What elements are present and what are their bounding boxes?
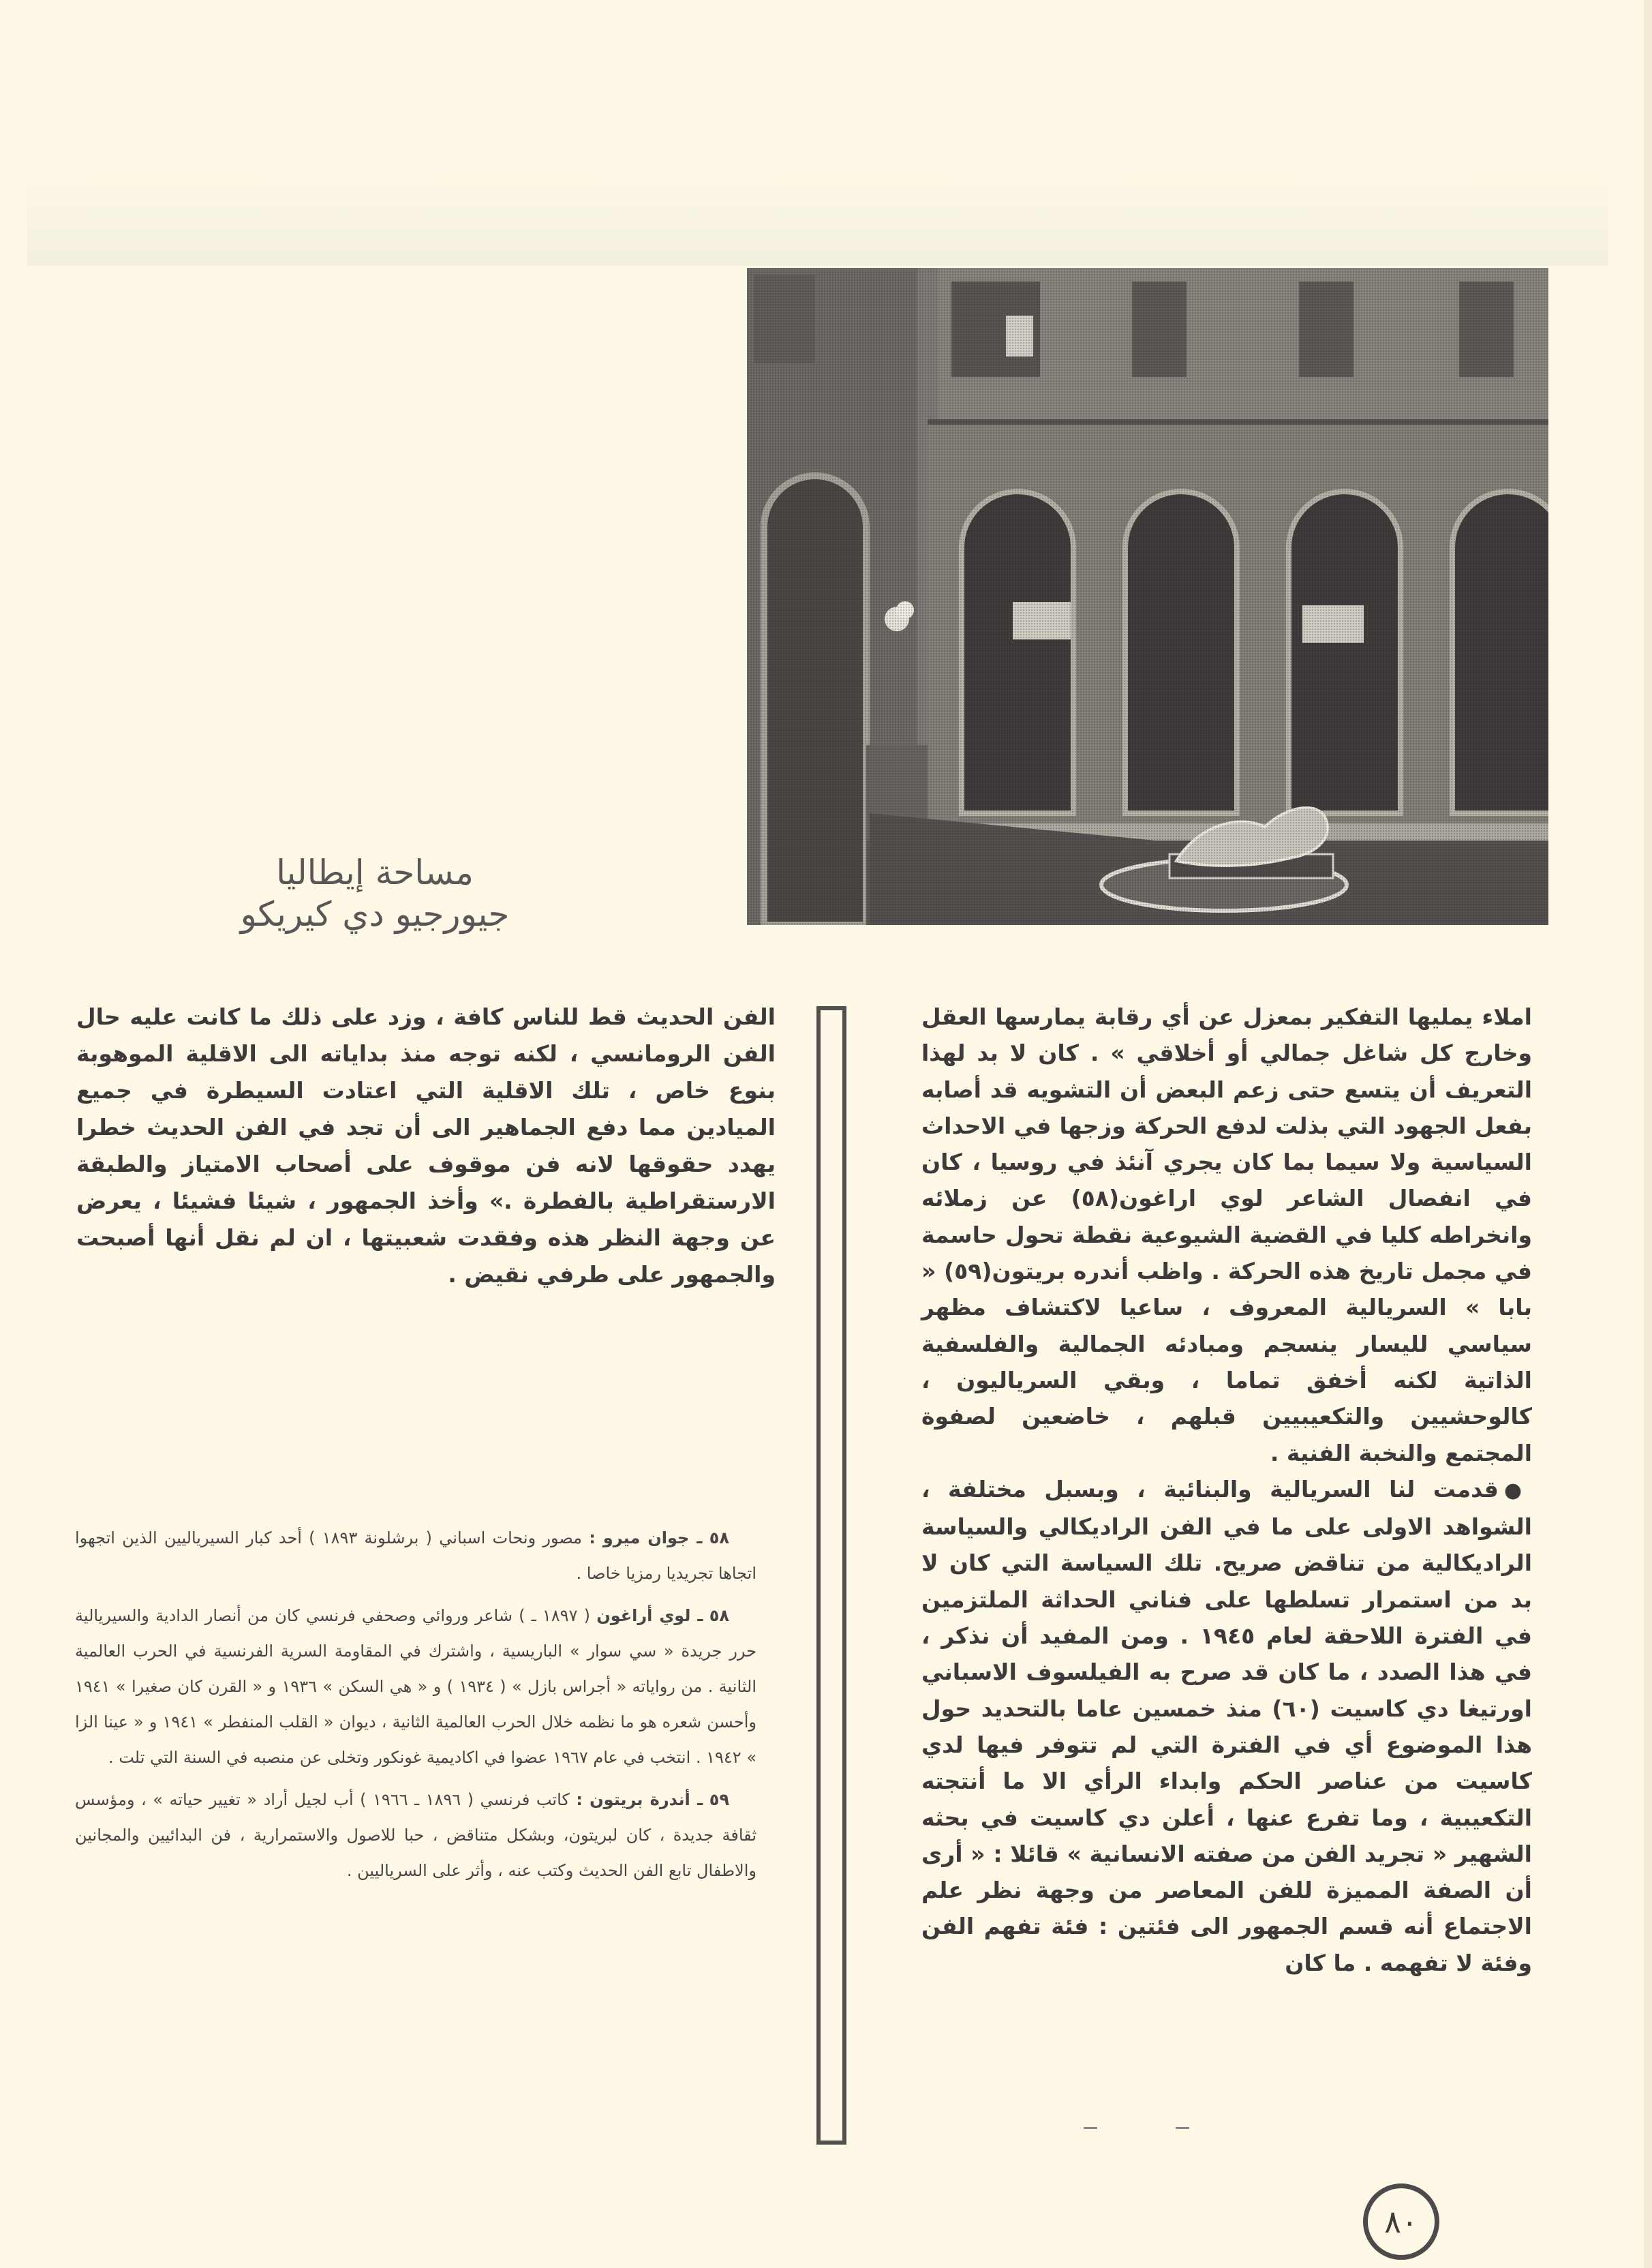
paragraph: الفن الحديث قط للناس كافة ، وزد على ذلك ما كانت عليه حال الفن الرومانسي ، لكنه توجه منذ بداياته الى الاقلية الموهوبة بنوع خاص ، تلك الاقلية التي اعتادت السيطرة في جميع الميادين مما دفع الجماهير الى أن تجد في الفن الحديث خطرا يهدد حقوقها لانه فن موقوف على أصحاب الامتياز والطبقة الارستقراطية بالفطرة .» وأخذ الجمهور ، شيئا فشيئا ، يعرض عن وجهة النظر هذه وفقدت شعبيتها ، ان لم نقل أنها أصبحت والجمهور على طرفي نقيض .: [76, 1003, 776, 1288]
footnote-58-miro: ٥٨ ـ جوان ميرو : مصور ونحات اسباني ( برشلونة ١٨٩٣ ) أحد كبار السيرياليين الذين اتجهوا اتجاها تجريديا رمزيا خاصا .: [75, 1528, 756, 1583]
print-mark: [1176, 2127, 1189, 2129]
column-divider-box: [816, 1006, 846, 2145]
right-column-text: [921, 999, 1532, 1981]
footnotes: [75, 1520, 756, 1895]
page-edge: [1644, 0, 1652, 2268]
bullet-icon: ●: [1503, 1478, 1532, 1502]
footnote-name: جوان ميرو :: [589, 1528, 690, 1547]
paragraph-with-bullet: [921, 1471, 1532, 1981]
show-through-shadow: [27, 164, 1608, 266]
footnote-58-aragon: ٥٨ ـ لوي أراغون ( ١٨٩٧ ـ ) شاعر وروائي وصحفي فرنسي كان من أنصار الدادية والسيريالية حرر جريدة « سي سوار » الباريسية ، واشترك في المقاومة السرية الفرنسية في الحرب العالمية الثانية . من رواياته « أجراس بازل » ( ١٩٣٤ ) و « هي السكن » ١٩٣٦ و « القرن كان صغيرا » ١٩٤١ وأحسن شعره هو ما نظمه خلال الحرب العالمية الثانية ، ديوان « القلب المنفطر » ١٩٤١ و « عينا الزا » ١٩٤٢ . انتخب في عام ١٩٦٧ عضوا في اكاديمية غونكور وتخلى عن منصبه في السنة التي تلت .: [75, 1606, 757, 1767]
caption-artist: جيورجيو دي كيريكو: [240, 894, 510, 934]
footnote-59-breton: ٥٩ ـ أندرة بريتون : كاتب فرنسي ( ١٨٩٦ ـ ١٩٦٦ ) أب لجيل أراد « تغيير حياته » ، ومؤسس ثقافة جديدة ، كان لبريتون، وبشكل متناقض ، حبا للاصول والاستمرارية ، فن البدائيين والمجانين والاطفال تابع الفن الحديث وكتب عنه ، وأثر على السرياليين .: [75, 1790, 756, 1880]
footnote-number: ٥٩: [709, 1790, 729, 1809]
caption-title: مساحة إيطاليا: [276, 853, 474, 892]
footnote-number: ٥٨: [709, 1606, 729, 1625]
paragraph: املاء يمليها التفكير بمعزل عن أي رقابة يمارسها العقل وخارج كل شاغل جمالي أو أخلاقي » . كان لا بد لهذا التعريف أن يتسع حتى زعم البعض أن التشويه قد أصابه بفعل الجهود التي بذلت لدفع الحركة وزجها في الاحداث السياسية ولا سيما بما كان يجري آنئذ في روسيا ، كان في انفصال الشاعر لوي اراغون(٥٨) عن زملائه وانخراطه كليا في القضية الشيوعية نقطة تحول حاسمة في مجمل تاريخ هذه الحركة . واظب أندره بريتون(٥٩) « بابا » السريالية المعروف ، ساعيا لاكتشاف مظهر سياسي لليسار ينسجم ومبادئه الجمالية والفلسفية الذاتية لكنه أخفق تماما ، وبقي السرياليون ، كالوحشيين والتكعيبيين قبلهم ، خاضعين لصفوة المجتمع والنخبة الفنية .: [921, 1003, 1532, 1466]
figure-caption: [184, 852, 566, 935]
footnote-name: لوي أراغون: [596, 1606, 691, 1625]
left-column-text: [76, 999, 776, 1293]
page-number-circle: [1363, 2183, 1439, 2260]
painting-illustration: [747, 268, 1548, 925]
paragraph: قدمت لنا السريالية والبنائية ، وبسبل مختلفة ، الشواهد الاولى على ما في الفن الراديكالي والسياسة الراديكالية من تناقض صريح. تلك السياسة التي كان لا بد من استمرار تسلطها على فناني الحداثة الملتزمين في الفترة اللاحقة لعام ١٩٤٥ . ومن المفيد أن نذكر ، في هذا الصدد ، ما كان قد صرح به الفيلسوف الاسباني اورتيغا دي كاسيت (٦٠) منذ خمسين عاما بالتحديد حول هذا الموضوع أي في الفترة التي لم تتوفر فيها لدي كاسيت من عناصر الحكم وابداء الرأي الا ما أنتجته التكعيبية ، وما تفرع عنها ، أعلن دي كاسيت في بحثه الشهير « تجريد الفن من صفته الانسانية » قائلا : « أرى أن الصفة المميزة للفن المعاصر من وجهة نظر علم الاجتماع أنه قسم الجمهور الى فئتين : فئة تفهم الفن وفئة لا تفهمه . ما كان: [921, 1475, 1532, 1976]
footnote-text: مصور ونحات اسباني ( برشلونة ١٨٩٣ ) أحد كبار السيرياليين الذين اتجهوا اتجاها تجريديا رمزيا خاصا .: [75, 1528, 756, 1583]
print-mark: [1084, 2127, 1097, 2129]
page-number: ٨٠: [1384, 2203, 1418, 2240]
piazza-painting-image: [747, 268, 1548, 925]
footnote-name: أندرة بريتون :: [576, 1790, 690, 1809]
footnote-number: ٥٨: [709, 1528, 729, 1547]
footnote-text: كاتب فرنسي ( ١٨٩٦ ـ ١٩٦٦ ) أب لجيل أراد « تغيير حياته » ، ومؤسس ثقافة جديدة ، كان لبريتون، وبشكل متناقض ، حبا للاصول والاستمرارية ، فن البدائيين والمجانين والاطفال تابع الفن الحديث وكتب عنه ، وأثر على السرياليين .: [75, 1790, 756, 1880]
footnote-text: ( ١٨٩٧ ـ ) شاعر وروائي وصحفي فرنسي كان من أنصار الدادية والسيريالية حرر جريدة « سي سوار » الباريسية ، واشترك في المقاومة السرية الفرنسية في الحرب العالمية الثانية . من رواياته « أجراس بازل » ( ١٩٣٤ ) و « هي السكن » ١٩٣٦ و « القرن كان صغيرا » ١٩٤١ وأحسن شعره هو ما نظمه خلال الحرب العالمية الثانية ، ديوان « القلب المنفطر » ١٩٤١ و « عينا الزا » ١٩٤٢ . انتخب في عام ١٩٦٧ عضوا في اكاديمية غونكور وتخلى عن منصبه في السنة التي تلت .: [75, 1606, 757, 1767]
